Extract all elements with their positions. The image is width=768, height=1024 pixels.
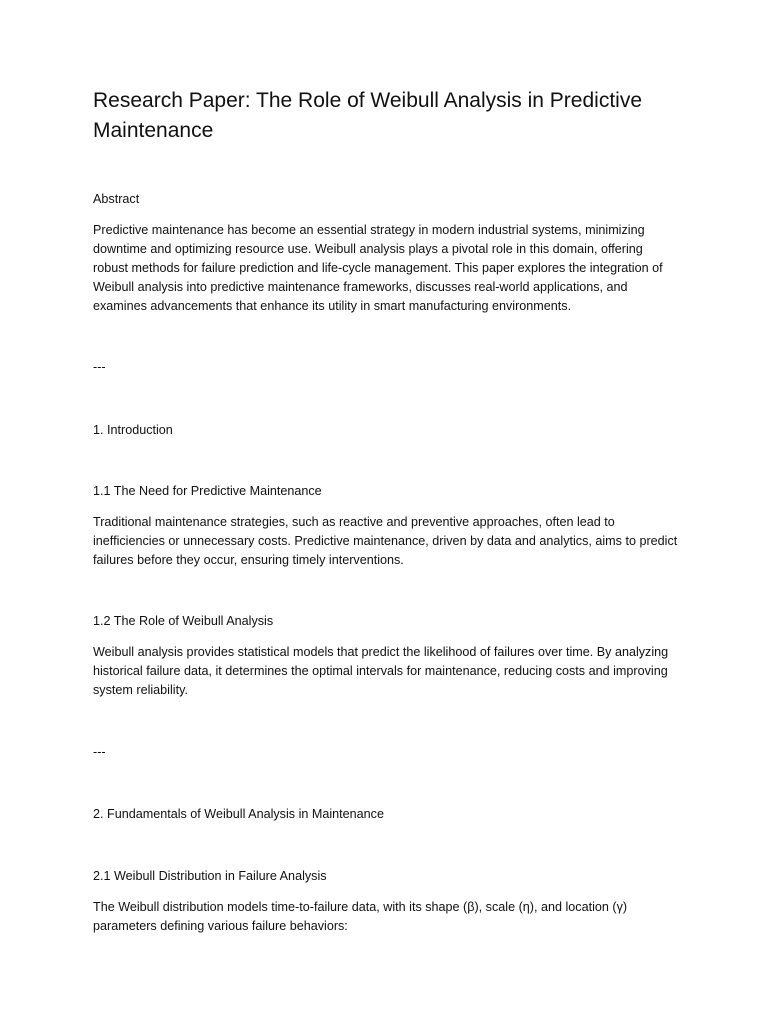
section-1-heading: 1. Introduction	[93, 423, 173, 437]
subsection-1-2-heading: 1.2 The Role of Weibull Analysis	[93, 614, 274, 628]
subsection-1-1-heading: 1.1 The Need for Predictive Maintenance	[93, 484, 322, 498]
section-separator: ---	[93, 360, 106, 374]
section-separator: ---	[93, 745, 106, 759]
document-title: Research Paper: The Role of Weibull Analysis in Predictive Maintenance	[93, 89, 642, 142]
subsection-2-1-heading: 2.1 Weibull Distribution in Failure Analysis	[93, 869, 327, 883]
abstract-paragraph: Predictive maintenance has become an essential strategy in modern industrial systems, minimizing downtime and optimizing resource use. Weibull analysis plays a pivotal role in this domain, offering robust methods for failure prediction and life-cycle management. This paper explores the integration of Weibull analysis into predictive maintenance frameworks, discusses real-world applications, and examines advancements that enhance its utility in smart manufacturing environments.	[93, 223, 663, 313]
subsection-1-1-paragraph: Traditional maintenance strategies, such as reactive and preventive approaches, often lead to inefficiencies or unnecessary costs. Predictive maintenance, driven by data and analytics, aims to predict failures before they occur, ensuring timely interventions.	[93, 515, 678, 567]
subsection-2-1-paragraph: The Weibull distribution models time-to-failure data, with its shape (β), scale (η), and location (γ) parameters defining various failure behaviors:	[93, 900, 628, 933]
section-2-heading: 2. Fundamentals of Weibull Analysis in Maintenance	[93, 807, 384, 821]
abstract-heading: Abstract	[93, 192, 140, 206]
subsection-1-2-paragraph: Weibull analysis provides statistical models that predict the likelihood of failures over time. By analyzing historical failure data, it determines the optimal intervals for maintenance, reducing costs and improving system reliability.	[93, 645, 669, 697]
